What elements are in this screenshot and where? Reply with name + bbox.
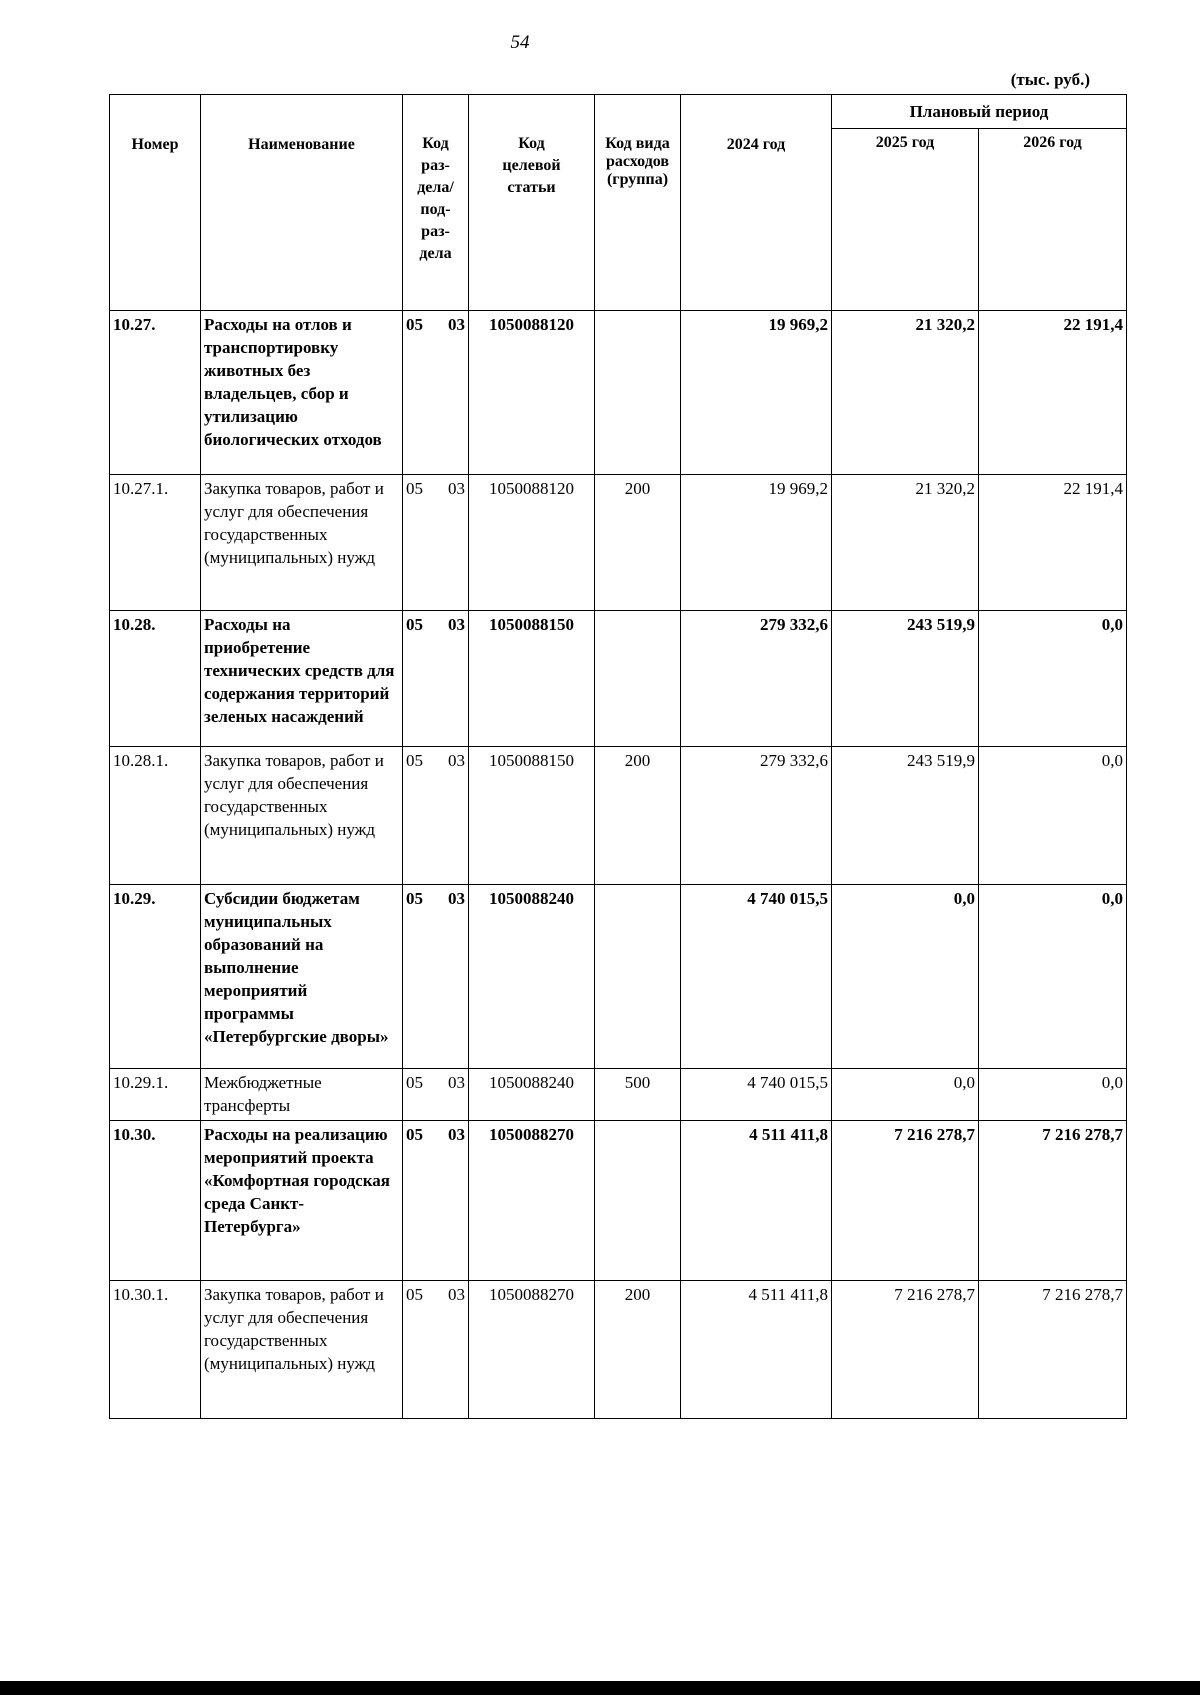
row-subsection: 03 (448, 889, 465, 908)
row-subsection: 03 (448, 1285, 465, 1304)
row-2026: 7 216 278,7 (979, 1121, 1127, 1281)
section-code-line: раз- (421, 157, 450, 174)
row-2024: 279 332,6 (681, 611, 832, 747)
row-expense-type (595, 311, 681, 475)
row-number: 10.30.1. (110, 1281, 201, 1419)
row-2026: 0,0 (979, 885, 1127, 1069)
table-row (110, 311, 1127, 475)
row-2024: 4 740 015,5 (681, 885, 832, 1069)
row-expense-type (595, 885, 681, 1069)
row-target-code: 1050088150 (469, 611, 595, 747)
header-name: Наименование (201, 95, 403, 311)
expense-type-line: (группа) (606, 171, 669, 188)
row-2026: 0,0 (979, 747, 1127, 885)
table-row (110, 611, 1127, 747)
row-2025: 7 216 278,7 (832, 1121, 979, 1281)
row-section: 05 (406, 479, 423, 498)
row-target-code: 1050088120 (469, 311, 595, 475)
row-target-code: 1050088270 (469, 1121, 595, 1281)
row-number: 10.29.1. (110, 1069, 201, 1121)
row-section: 05 (406, 751, 423, 770)
row-2024: 19 969,2 (681, 311, 832, 475)
row-2025: 243 519,9 (832, 611, 979, 747)
row-2024: 4 511 411,8 (681, 1281, 832, 1419)
section-code-line: дела (419, 245, 452, 262)
row-subsection: 03 (448, 315, 465, 334)
table-row (110, 885, 1127, 1069)
row-subsection: 03 (448, 479, 465, 498)
section-code-line: дела/ (417, 179, 454, 196)
row-2025: 21 320,2 (832, 311, 979, 475)
row-section-code (403, 747, 469, 885)
row-subsection: 03 (448, 1073, 465, 1092)
header-target-code (469, 95, 595, 311)
row-name: Расходы на приобретение технических средств для содержания территорий зеленых насаждений (201, 611, 403, 747)
row-2026: 22 191,4 (979, 475, 1127, 611)
row-section-code (403, 1069, 469, 1121)
row-subsection: 03 (448, 615, 465, 634)
header-planned-period: Плановый период (832, 95, 1127, 129)
row-expense-type: 200 (595, 747, 681, 885)
header-number: Номер (110, 95, 201, 311)
table-row (110, 1281, 1127, 1419)
row-name: Расходы на реализацию мероприятий проекта «Комфортная городская среда Санкт-Петербурга» (201, 1121, 403, 1281)
row-section: 05 (406, 889, 423, 908)
row-2026: 0,0 (979, 611, 1127, 747)
row-number: 10.28. (110, 611, 201, 747)
row-expense-type: 500 (595, 1069, 681, 1121)
row-section: 05 (406, 615, 423, 634)
header-row (110, 95, 1127, 129)
row-2026: 0,0 (979, 1069, 1127, 1121)
table-row (110, 1121, 1127, 1281)
row-name: Закупка товаров, работ и услуг для обеспечения государственных (муниципальных) нужд (201, 475, 403, 611)
row-name: Закупка товаров, работ и услуг для обеспечения государственных (муниципальных) нужд (201, 747, 403, 885)
table-row (110, 475, 1127, 611)
units-label: (тыс. руб.) (1010, 70, 1090, 89)
header-2026: 2026 год (979, 129, 1127, 311)
row-name: Межбюджетные трансферты (201, 1069, 403, 1121)
row-target-code: 1050088270 (469, 1281, 595, 1419)
row-section-code (403, 1281, 469, 1419)
table-row (110, 747, 1127, 885)
row-2024: 4 740 015,5 (681, 1069, 832, 1121)
row-section: 05 (406, 1125, 423, 1144)
row-section-code (403, 311, 469, 475)
header-2025: 2025 год (832, 129, 979, 311)
row-section-code (403, 1121, 469, 1281)
row-expense-type (595, 1121, 681, 1281)
row-section: 05 (406, 315, 423, 334)
row-number: 10.30. (110, 1121, 201, 1281)
row-target-code: 1050088150 (469, 747, 595, 885)
row-2024: 4 511 411,8 (681, 1121, 832, 1281)
row-expense-type: 200 (595, 475, 681, 611)
table-row (110, 1069, 1127, 1121)
row-target-code: 1050088240 (469, 885, 595, 1069)
row-name: Расходы на отлов и транспортировку животных без владельцев, сбор и утилизацию биологических отходов (201, 311, 403, 475)
row-target-code: 1050088120 (469, 475, 595, 611)
row-number: 10.27.1. (110, 475, 201, 611)
section-code-line: под- (420, 201, 451, 218)
row-section: 05 (406, 1285, 423, 1304)
row-expense-type: 200 (595, 1281, 681, 1419)
row-2025: 0,0 (832, 885, 979, 1069)
section-code-line: Код (422, 135, 449, 152)
row-number: 10.29. (110, 885, 201, 1069)
row-section-code (403, 475, 469, 611)
expense-type-line: расходов (605, 153, 670, 170)
row-2025: 243 519,9 (832, 747, 979, 885)
header-expense-type (595, 95, 681, 311)
target-code-line: Код (518, 135, 545, 152)
row-number: 10.27. (110, 311, 201, 475)
row-section-code (403, 611, 469, 747)
page-number: 54 (510, 32, 530, 53)
target-code-line: целевой (502, 157, 561, 174)
row-subsection: 03 (448, 751, 465, 770)
row-expense-type (595, 611, 681, 747)
scan-border (0, 1681, 1200, 1695)
header-2024: 2024 год (681, 95, 832, 311)
row-2025: 7 216 278,7 (832, 1281, 979, 1419)
row-target-code: 1050088240 (469, 1069, 595, 1121)
table-body (110, 311, 1127, 1419)
row-2025: 21 320,2 (832, 475, 979, 611)
row-2025: 0,0 (832, 1069, 979, 1121)
row-2024: 279 332,6 (681, 747, 832, 885)
target-code-line: статьи (507, 179, 556, 196)
budget-table (109, 94, 1127, 1419)
row-subsection: 03 (448, 1125, 465, 1144)
row-section: 05 (406, 1073, 423, 1092)
row-2024: 19 969,2 (681, 475, 832, 611)
row-section-code (403, 885, 469, 1069)
expense-type-line: Код вида (605, 135, 670, 152)
row-2026: 22 191,4 (979, 311, 1127, 475)
section-code-line: раз- (421, 223, 450, 240)
row-2026: 7 216 278,7 (979, 1281, 1127, 1419)
header-section-code (403, 95, 469, 311)
row-name: Субсидии бюджетам муниципальных образований на выполнение мероприятий программы «Петербургские дворы» (201, 885, 403, 1069)
row-name: Закупка товаров, работ и услуг для обеспечения государственных (муниципальных) нужд (201, 1281, 403, 1419)
row-number: 10.28.1. (110, 747, 201, 885)
